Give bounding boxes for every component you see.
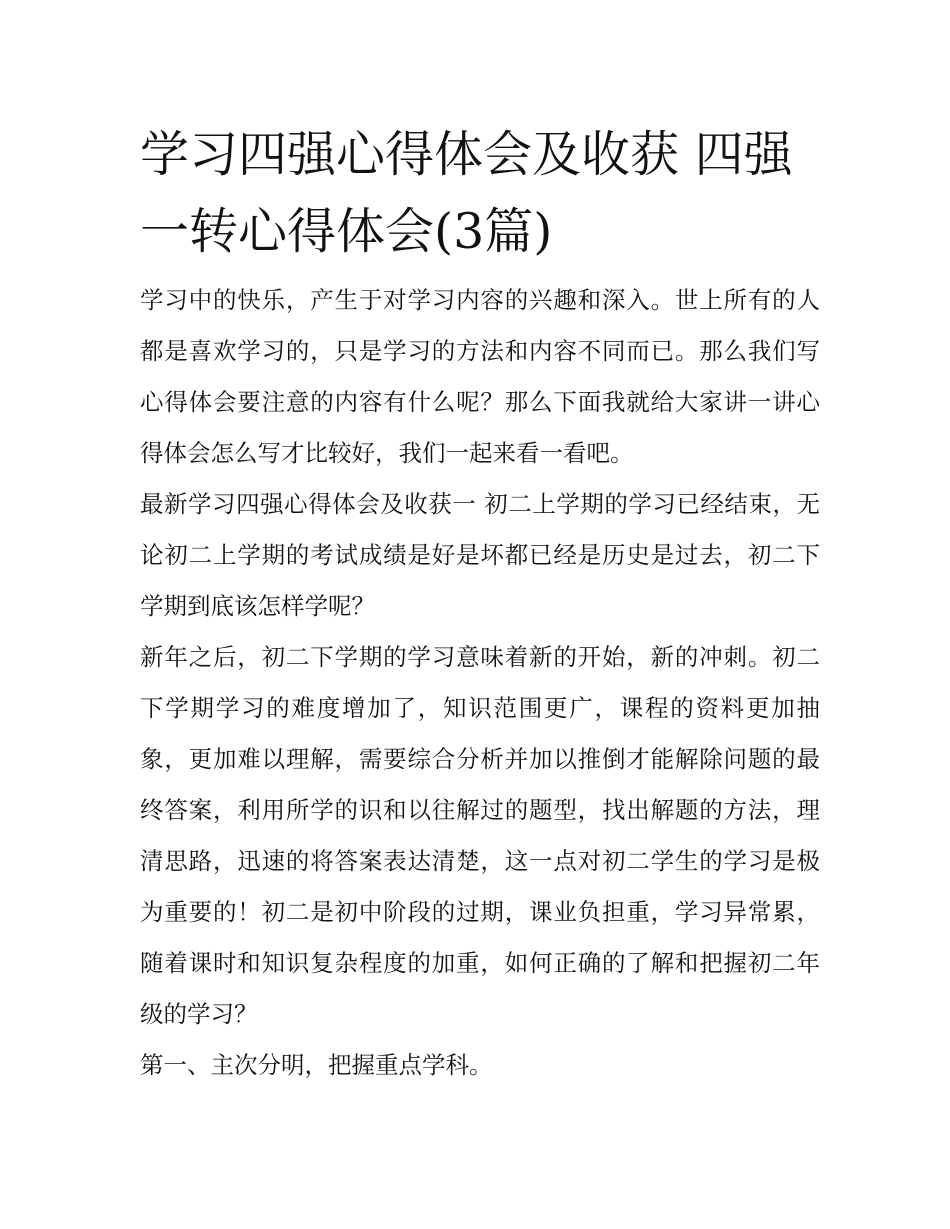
paragraph-point-one: 第一、主次分明，把握重点学科。: [140, 1051, 493, 1079]
paragraph-new-year: 新年之后，初二下学期的学习意味着新的开始，新的冲刺。初二下学期学习的难度增加了，知识范围更广，课程的资料更加抽象，更加难以理解，需要综合分析并加以推倒才能解除问题的最终答案，利用所学的识和以往解过的题型，找出解题的方法，理清思路，迅速的将答案表达清楚，这一点对初二学生的学习是极为重要的！初二是初中阶段的过期，课业负担重，学习异常累，随着课时和知识复杂程度的加重，如何正确的了解和把握初二年级的学习？: [140, 643, 820, 1028]
document-title: 学习四强心得体会及收获 四强一转心得体会(3篇): [140, 126, 793, 260]
paragraph-intro: 学习中的快乐，产生于对学习内容的兴趣和深入。世上所有的人都是喜欢学习的，只是学习的方法和内容不同而已。那么我们写心得体会要注意的内容有什么呢？那么下面我就给大家讲一讲心得体会怎么写才比较好，我们一起来看一看吧。: [140, 286, 820, 467]
document-body: [140, 275, 820, 1091]
paragraph-section-one: 最新学习四强心得体会及收获一 初二上学期的学习已经结束，无论初二上学期的考试成绩是好是坏都已经是历史是过去，初二下学期到底该怎样学呢？: [140, 490, 820, 620]
